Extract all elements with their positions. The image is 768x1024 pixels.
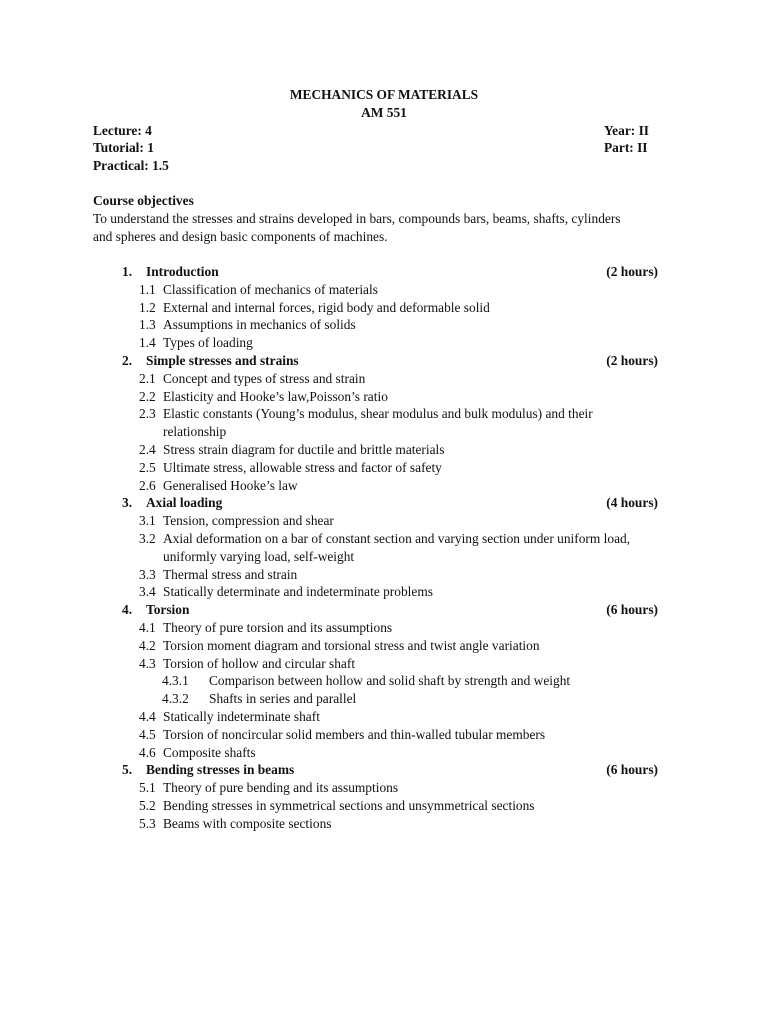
section-text: Tension, compression and shear xyxy=(163,513,334,529)
objectives-text-line-2: and spheres and design basic components of machines. xyxy=(93,229,388,244)
subsection-text: Comparison between hollow and solid shaft by strength and weight xyxy=(209,673,571,689)
section-text: Generalised Hooke’s law xyxy=(163,477,298,493)
section-number: 5.2 xyxy=(139,798,156,813)
chapter-hours: (2 hours) xyxy=(606,353,658,368)
section-number: 1.3 xyxy=(139,317,156,333)
chapter-hours: (4 hours) xyxy=(606,495,658,511)
section-text: Elastic constants (Young’s modulus, shear modulus and bulk modulus) and their xyxy=(163,406,593,422)
section-text-continued: relationship xyxy=(163,424,227,440)
section-text: Theory of pure torsion and its assumptions xyxy=(163,620,393,635)
section-text: Classification of mechanics of materials xyxy=(163,281,378,297)
section-number: 2.4 xyxy=(139,442,156,457)
section-text: Torsion moment diagram and torsional stress and twist angle variation xyxy=(163,637,540,653)
section-text: Assumptions in mechanics of solids xyxy=(163,317,356,333)
chapter-hours: (2 hours) xyxy=(606,264,658,279)
practical-hours: Practical: 1.5 xyxy=(93,158,169,173)
subsection-number: 4.3.2 xyxy=(162,691,189,707)
lecture-hours: Lecture: 4 xyxy=(93,123,152,138)
section-number: 2.6 xyxy=(139,477,156,493)
section-number: 3.4 xyxy=(139,584,156,600)
section-number: 3.1 xyxy=(139,513,156,529)
chapter-number: 2. xyxy=(122,353,133,368)
course-title: MECHANICS OF MATERIALS xyxy=(289,87,479,102)
section-text: Statically indeterminate shaft xyxy=(163,709,320,724)
chapter-hours: (6 hours) xyxy=(606,602,658,618)
section-text: Torsion of hollow and circular shaft xyxy=(163,655,356,671)
section-number: 3.3 xyxy=(139,566,156,582)
section-number: 4.5 xyxy=(139,726,156,742)
tutorial-hours: Tutorial: 1 xyxy=(93,140,154,155)
chapter-number: 1. xyxy=(122,264,133,279)
year-label: Year: II xyxy=(604,123,649,138)
section-text: Axial deformation on a bar of constant section and varying section under uniform load, xyxy=(163,531,631,546)
section-text: Bending stresses in symmetrical sections and unsymmetrical sections xyxy=(163,798,535,813)
section-number: 4.2 xyxy=(139,637,156,653)
section-number: 1.4 xyxy=(139,335,156,351)
section-number: 1.2 xyxy=(139,299,156,315)
section-text: Thermal stress and strain xyxy=(163,566,298,582)
section-text: Composite shafts xyxy=(163,744,256,760)
chapter-title: Introduction xyxy=(146,264,219,279)
chapter-hours: (6 hours) xyxy=(606,762,658,778)
section-text: Theory of pure bending and its assumptions xyxy=(163,780,399,796)
part-label: Part: II xyxy=(604,140,648,155)
section-text: Stress strain diagram for ductile and brittle materials xyxy=(163,442,445,457)
objectives-text-line-1: To understand the stresses and strains developed in bars, compounds bars, beams, shafts, cylinders xyxy=(93,211,621,226)
course-code: AM 551 xyxy=(361,105,407,120)
chapter-number: 4. xyxy=(122,602,133,618)
section-text: Torsion of noncircular solid members and thin-walled tubular members xyxy=(163,726,546,742)
section-number: 5.3 xyxy=(139,815,156,831)
section-text: Statically determinate and indeterminate problems xyxy=(163,584,433,600)
section-number: 2.3 xyxy=(139,406,156,422)
chapter-title: Torsion xyxy=(146,602,190,618)
chapter-title: Bending stresses in beams xyxy=(146,762,295,778)
chapter-number: 5. xyxy=(122,762,133,778)
section-number: 2.1 xyxy=(139,370,156,386)
section-text: Ultimate stress, allowable stress and factor of safety xyxy=(163,459,442,475)
section-number: 5.1 xyxy=(139,780,156,796)
objectives-heading: Course objectives xyxy=(93,193,194,208)
section-text: Concept and types of stress and strain xyxy=(163,370,366,386)
section-number: 4.1 xyxy=(139,620,156,635)
section-number: 2.5 xyxy=(139,459,156,475)
section-number: 4.3 xyxy=(139,655,156,671)
section-text: Beams with composite sections xyxy=(163,815,332,831)
section-number: 1.1 xyxy=(139,281,156,297)
subsection-text: Shafts in series and parallel xyxy=(209,691,357,707)
chapter-number: 3. xyxy=(122,495,133,511)
section-number: 2.2 xyxy=(139,388,156,404)
chapter-title: Simple stresses and strains xyxy=(146,353,299,368)
section-text: Elasticity and Hooke’s law,Poisson’s ratio xyxy=(163,388,388,404)
section-number: 4.4 xyxy=(139,709,156,724)
section-text: Types of loading xyxy=(163,335,253,351)
section-text: External and internal forces, rigid body and deformable solid xyxy=(163,299,490,315)
section-text-continued: uniformly varying load, self-weight xyxy=(163,548,355,564)
chapter-title: Axial loading xyxy=(146,495,223,511)
subsection-number: 4.3.1 xyxy=(162,673,189,689)
section-number: 3.2 xyxy=(139,531,156,546)
section-number: 4.6 xyxy=(139,744,156,760)
